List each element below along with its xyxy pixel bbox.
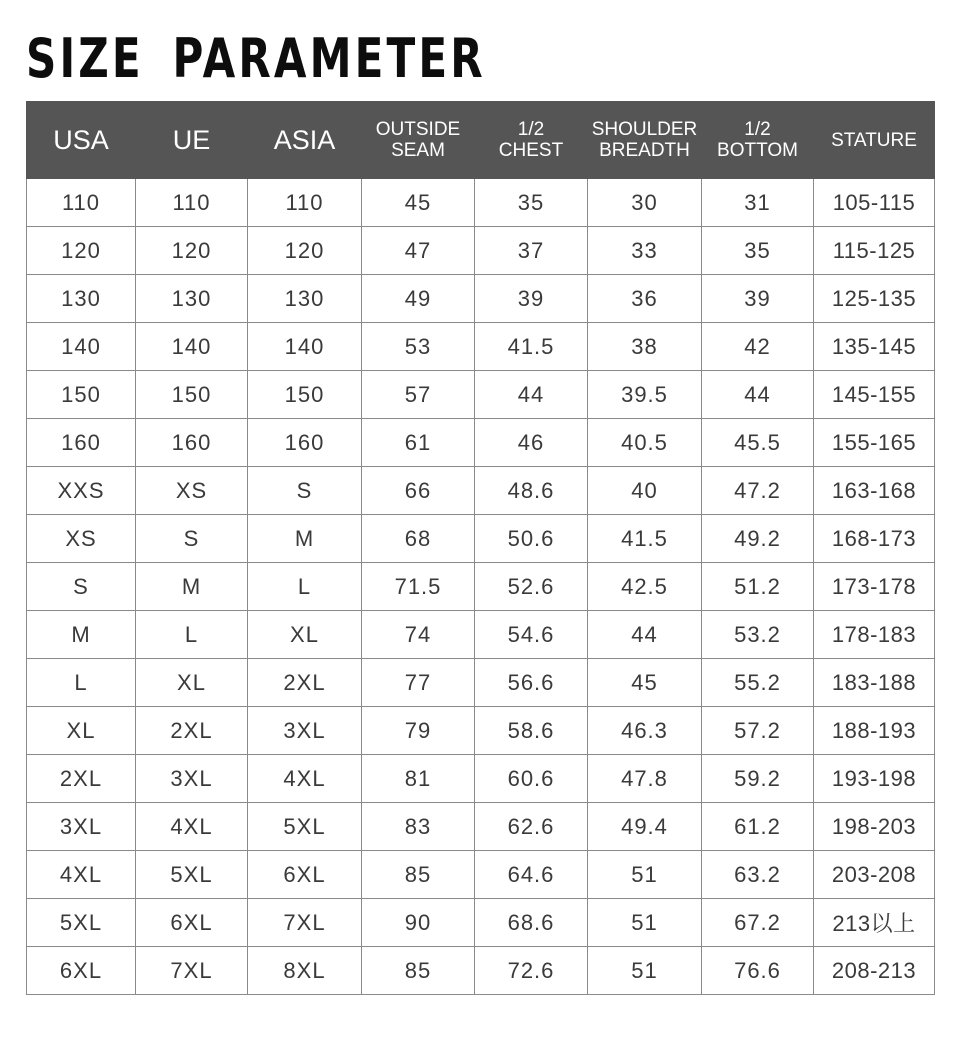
table-cell: 110 — [136, 179, 248, 227]
table-cell: 48.6 — [475, 467, 588, 515]
table-cell: 49 — [362, 275, 475, 323]
table-cell: 173-178 — [814, 563, 935, 611]
table-row — [27, 755, 935, 803]
column-header — [362, 102, 475, 179]
table-cell: XS — [136, 467, 248, 515]
table-cell: 7XL — [136, 947, 248, 995]
table-cell: 140 — [248, 323, 362, 371]
table-row — [27, 851, 935, 899]
table-row — [27, 371, 935, 419]
table-cell: 44 — [475, 371, 588, 419]
table-cell: S — [27, 563, 136, 611]
table-cell: 4XL — [136, 803, 248, 851]
table-cell: 39.5 — [588, 371, 702, 419]
table-cell: 4XL — [248, 755, 362, 803]
table-cell: 52.6 — [475, 563, 588, 611]
table-cell: 183-188 — [814, 659, 935, 707]
table-cell: 110 — [248, 179, 362, 227]
column-header — [27, 102, 136, 179]
table-cell: 2XL — [248, 659, 362, 707]
table-cell: 61 — [362, 419, 475, 467]
table-row — [27, 611, 935, 659]
table-row — [27, 419, 935, 467]
table-cell: 39 — [702, 275, 814, 323]
table-cell: 37 — [475, 227, 588, 275]
table-cell: 5XL — [136, 851, 248, 899]
table-row — [27, 515, 935, 563]
table-cell: 58.6 — [475, 707, 588, 755]
table-cell: 5XL — [248, 803, 362, 851]
table-cell: L — [136, 611, 248, 659]
table-row — [27, 179, 935, 227]
table-cell: 49.2 — [702, 515, 814, 563]
table-cell: 76.6 — [702, 947, 814, 995]
table-cell: 3XL — [27, 803, 136, 851]
table-cell: 120 — [136, 227, 248, 275]
column-header-line: UE — [172, 124, 211, 155]
table-row — [27, 803, 935, 851]
table-cell: 145-155 — [814, 371, 935, 419]
table-cell: M — [27, 611, 136, 659]
table-cell: 150 — [27, 371, 136, 419]
table-cell: 140 — [27, 323, 136, 371]
table-cell: 55.2 — [702, 659, 814, 707]
table-cell: 61.2 — [702, 803, 814, 851]
column-header-line: 1/2 — [744, 119, 771, 140]
table-cell: 115-125 — [814, 227, 935, 275]
table-cell: 71.5 — [362, 563, 475, 611]
table-row — [27, 275, 935, 323]
table-cell: 160 — [27, 419, 136, 467]
table-cell: 85 — [362, 851, 475, 899]
column-header — [248, 102, 362, 179]
table-cell: 45.5 — [702, 419, 814, 467]
table-cell: 178-183 — [814, 611, 935, 659]
table-cell: XXS — [27, 467, 136, 515]
table-cell: 57.2 — [702, 707, 814, 755]
table-cell: 64.6 — [475, 851, 588, 899]
column-header — [814, 102, 935, 179]
table-cell: M — [248, 515, 362, 563]
table-cell: 35 — [702, 227, 814, 275]
table-cell: 42.5 — [588, 563, 702, 611]
table-cell: 49.4 — [588, 803, 702, 851]
table-cell: 6XL — [248, 851, 362, 899]
table-cell: 31 — [702, 179, 814, 227]
table-cell: S — [248, 467, 362, 515]
table-cell: L — [27, 659, 136, 707]
column-header — [136, 102, 248, 179]
table-cell: 51.2 — [702, 563, 814, 611]
table-body — [27, 179, 935, 995]
table-cell: 3XL — [248, 707, 362, 755]
table-cell: 105-115 — [814, 179, 935, 227]
table-cell: 83 — [362, 803, 475, 851]
column-header — [702, 102, 814, 179]
table-cell: 47 — [362, 227, 475, 275]
table-cell: 85 — [362, 947, 475, 995]
table-cell: XL — [248, 611, 362, 659]
table-cell: 59.2 — [702, 755, 814, 803]
table-cell: 198-203 — [814, 803, 935, 851]
table-cell: 35 — [475, 179, 588, 227]
table-cell: 208-213 — [814, 947, 935, 995]
column-header-line: CHEST — [498, 140, 564, 161]
table-cell: 68.6 — [475, 899, 588, 947]
table-cell: 45 — [362, 179, 475, 227]
table-cell: 40.5 — [588, 419, 702, 467]
column-header — [588, 102, 702, 179]
table-cell: 90 — [362, 899, 475, 947]
table-cell: 4XL — [27, 851, 136, 899]
column-header-line: BREADTH — [599, 140, 690, 161]
table-cell: 3XL — [136, 755, 248, 803]
table-cell: 38 — [588, 323, 702, 371]
column-header-line: BOTTOM — [717, 140, 798, 161]
table-cell: 46 — [475, 419, 588, 467]
table-cell: 39 — [475, 275, 588, 323]
table-cell: 5XL — [27, 899, 136, 947]
table-cell: 51 — [588, 851, 702, 899]
table-cell: 168-173 — [814, 515, 935, 563]
column-header-line: OUTSIDE — [375, 119, 461, 140]
table-row — [27, 227, 935, 275]
table-cell: 47.2 — [702, 467, 814, 515]
table-cell: XL — [136, 659, 248, 707]
table-cell: S — [136, 515, 248, 563]
table-cell: 2XL — [27, 755, 136, 803]
table-cell: 135-145 — [814, 323, 935, 371]
table-cell: 68 — [362, 515, 475, 563]
table-cell: 7XL — [248, 899, 362, 947]
table-cell: 188-193 — [814, 707, 935, 755]
table-cell: 63.2 — [702, 851, 814, 899]
table-cell: 44 — [588, 611, 702, 659]
table-cell: 42 — [702, 323, 814, 371]
table-cell: 46.3 — [588, 707, 702, 755]
table-cell: 193-198 — [814, 755, 935, 803]
table-row — [27, 323, 935, 371]
table-cell: 110 — [27, 179, 136, 227]
table-cell: 47.8 — [588, 755, 702, 803]
table-cell: 130 — [27, 275, 136, 323]
table-cell: 150 — [136, 371, 248, 419]
table-cell: 120 — [248, 227, 362, 275]
table-cell: 66 — [362, 467, 475, 515]
size-chart-table — [26, 101, 935, 995]
table-cell: XS — [27, 515, 136, 563]
page-title: SIZE PARAMETER — [26, 27, 486, 90]
table-cell: 45 — [588, 659, 702, 707]
table-cell: 6XL — [136, 899, 248, 947]
table-cell: 57 — [362, 371, 475, 419]
table-cell: 8XL — [248, 947, 362, 995]
table-cell: 41.5 — [588, 515, 702, 563]
table-cell: 6XL — [27, 947, 136, 995]
table-cell: 140 — [136, 323, 248, 371]
table-cell: M — [136, 563, 248, 611]
table-cell: 44 — [702, 371, 814, 419]
table-cell: 120 — [27, 227, 136, 275]
table-cell: 67.2 — [702, 899, 814, 947]
table-cell: 50.6 — [475, 515, 588, 563]
table-header-row — [27, 102, 935, 179]
column-header-line: USA — [53, 124, 109, 155]
table-row — [27, 659, 935, 707]
table-cell: 81 — [362, 755, 475, 803]
table-cell: 150 — [248, 371, 362, 419]
table-cell: 125-135 — [814, 275, 935, 323]
table-cell: 163-168 — [814, 467, 935, 515]
table-cell: XL — [27, 707, 136, 755]
table-cell: 53.2 — [702, 611, 814, 659]
table-cell: 74 — [362, 611, 475, 659]
table-cell: 72.6 — [475, 947, 588, 995]
table-cell: 33 — [588, 227, 702, 275]
table-row — [27, 563, 935, 611]
table-cell: 54.6 — [475, 611, 588, 659]
column-header — [475, 102, 588, 179]
column-header-line: STATURE — [831, 129, 917, 151]
table-row — [27, 467, 935, 515]
table-cell: 36 — [588, 275, 702, 323]
table-cell: 40 — [588, 467, 702, 515]
table-cell: 56.6 — [475, 659, 588, 707]
table-cell: 53 — [362, 323, 475, 371]
table-cell: 203-208 — [814, 851, 935, 899]
table-cell: 41.5 — [475, 323, 588, 371]
table-cell: 60.6 — [475, 755, 588, 803]
table-cell: 160 — [136, 419, 248, 467]
column-header-line: SEAM — [391, 140, 445, 161]
table-cell: 130 — [136, 275, 248, 323]
table-cell: 30 — [588, 179, 702, 227]
column-header-line: 1/2 — [517, 119, 545, 140]
column-header-line: ASIA — [273, 124, 336, 155]
table-cell: 51 — [588, 899, 702, 947]
table-cell: 77 — [362, 659, 475, 707]
table-cell: 62.6 — [475, 803, 588, 851]
table-cell: 2XL — [136, 707, 248, 755]
table-row — [27, 707, 935, 755]
table-cell: L — [248, 563, 362, 611]
table-cell: 160 — [248, 419, 362, 467]
table-cell: 79 — [362, 707, 475, 755]
table-cell: 130 — [248, 275, 362, 323]
table-cell: 155-165 — [814, 419, 935, 467]
column-header-line: SHOULDER — [591, 119, 698, 140]
table-row — [27, 947, 935, 995]
table-cell: 51 — [588, 947, 702, 995]
table-row — [27, 899, 935, 947]
table-cell: 213以上 — [814, 899, 935, 947]
